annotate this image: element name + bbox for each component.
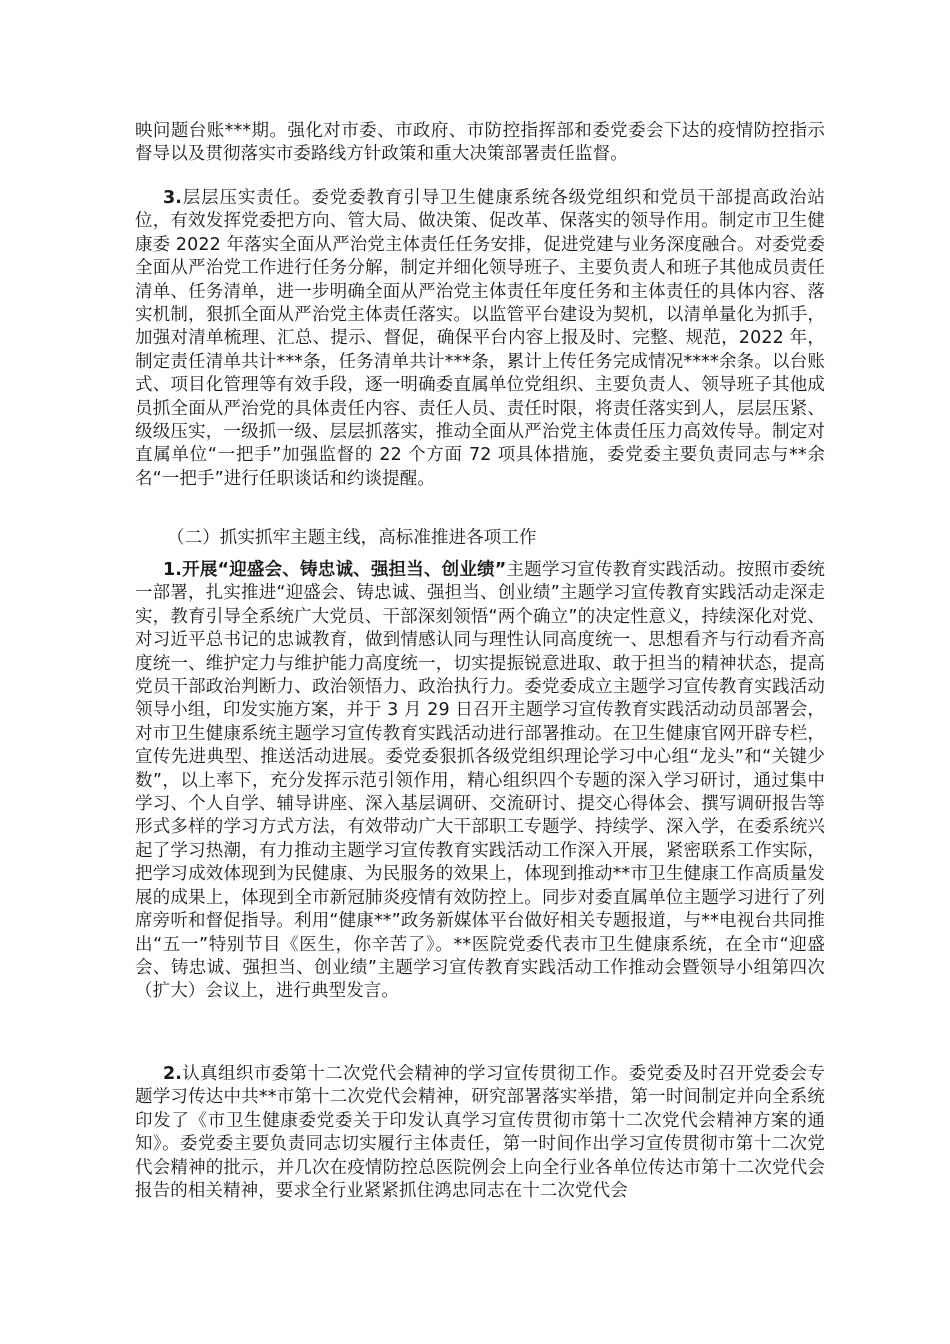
paragraph-party-congress bbox=[135, 1063, 825, 1203]
paragraph-number: 2. bbox=[163, 1064, 183, 1084]
paragraph-lead: 1.开展“迎盛会、铸忠诚、强担当、创业绩” bbox=[163, 560, 507, 580]
paragraph-text: 层层压实责任。委党委教育引导卫生健康系统各级党组织和党员干部提高政治站位，有效发挥党委把方向、管大局、做决策、促改革、保落实的领导作用。制定市卫生健康委 2022 年落实全面从严治党主体责任任务安排，促进党建与业务深度融合。对委党委全面从严治党工作进行任务分解，制定并细化领导班子、主要负责人和班子其他成员责任清单、任务清单，进一步明确全面从严治党主体责任年度任务和主体责任的具体内容、落实机制，狠抓全面从严治党主体责任落实。以监管平台建设为契机，以清单量化为抓手，加强对清单梳理、汇总、提示、督促，确保平台内容上报及时、完整、规范，2022 年，制定责任清单共计***条，任务清单共计***条，累计上传任务完成情况****余条。以台账式、项目化管理等有效手段，逐一明确委直属单位党组织、主要负责人、领导班子其他成员抓全面从严治党的具体责任内容、责任人员、责任时限，将责任落实到人，层层压紧、级级压实，一级抓一级、层层抓落实，推动全面从严治党主体责任压力高效传导。制定对直属单位“一把手”加强监督的 22 个方面 72 项具体措施，委党委主要负责同志与**余名“一把手”进行任职谈话和约谈提醒。 bbox=[135, 188, 825, 489]
section-heading-text: （二）抓实抓牢主题主线，高标准推进各项工作 bbox=[167, 528, 537, 548]
paragraph-layered-responsibility bbox=[135, 187, 825, 491]
paragraph-text: 认真组织市委第十二次党代会精神的学习宣传贯彻工作。委党委及时召开党委会专题学习传达中共**市第十二次党代会精神，研究部署落实举措，第一时间制定并向全系统印发了《市卫生健康委党委关于印发认真学习宣传贯彻市第十二次党代会精神方案的通知》。委党委主要负责同志切实履行主体责任，第一时间作出学习宣传贯彻市第十二次党代会精神的批示，并几次在疫情防控总医院例会上向全行业各单位传达市第十二次党代会报告的相关精神，要求全行业紧紧抓住鸿忠同志在十二次党代会 bbox=[135, 1064, 825, 1202]
paragraph-theme-activity bbox=[135, 559, 825, 1004]
paragraph-continuation bbox=[135, 120, 825, 167]
paragraph-text: 主题学习宣传教育实践活动。按照市委统一部署，扎实推进“迎盛会、铸忠诚、强担当、创业绩”主题学习宣传教育实践活动走深走实，教育引导全系统广大党员、干部深刻领悟“两个确立”的决定性意义，持续深化对党、对习近平总书记的忠诚教育，做到情感认同与理性认同高度统一、思想看齐与行动看齐高度统一、维护定力与维护能力高度统一，切实提振锐意进取、敢于担当的精神状态，提高党员干部政治判断力、政治领悟力、政治执行力。委党委成立主题学习宣传教育实践活动领导小组，印发实施方案，并于 3 月 29 日召开主题学习宣传教育实践活动动员部署会，对市卫生健康系统主题学习宣传教育实践活动进行部署推动。在卫生健康官网开辟专栏，宣传先进典型、推送活动进展。委党委狠抓各级党组织理论学习中心组“龙头”和“关键少数”，以上率下，充分发挥示范引领作用，精心组织四个专题的深入学习研讨，通过集中学习、个人自学、辅导讲座、深入基层调研、交流研讨、提交心得体会、撰写调研报告等形式多样的学习方式方法，有效带动广大干部职工专题学、持续学、深入学，在委系统兴起了学习热潮，有力推动主题学习宣传教育实践活动工作深入开展，紧密联系工作实际，把学习成效体现到为民健康、为民服务的效果上，体现到推动**市卫生健康工作高质量发展的成果上，体现到全市新冠肺炎疫情有效防控上。同步对委直属单位主题学习进行了列席旁听和督促指导。利用“健康**”政务新媒体平台做好相关专题报道，与**电视台共同推出“五一”特别节目《医生，你辛苦了》。**医院党委代表市卫生健康系统，在全市“迎盛会、铸忠诚、强担当、创业绩”主题学习宣传教育实践活动工作推动会暨领导小组第四次（扩大）会议上，进行典型发言。 bbox=[135, 560, 825, 1002]
paragraph-number: 3. bbox=[163, 188, 183, 208]
section-heading bbox=[135, 527, 825, 550]
paragraph-text: 映问题台账***期。强化对市委、市政府、市防控指挥部和委党委会下达的疫情防控指示督导以及贯彻落实市委路线方针政策和重大决策部署责任监督。 bbox=[135, 121, 825, 165]
